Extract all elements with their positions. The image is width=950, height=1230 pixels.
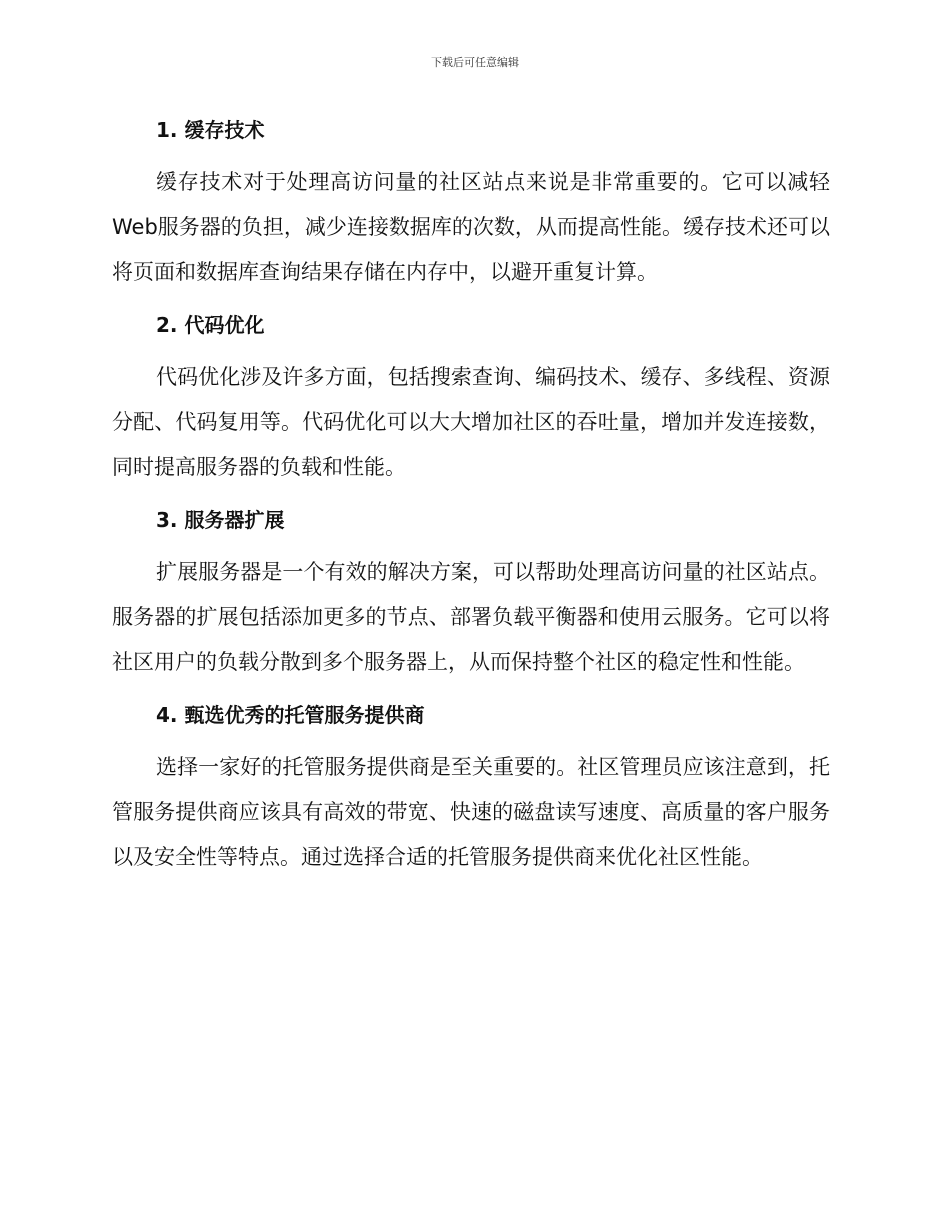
section-title: 4. 甄选优秀的托管服务提供商 bbox=[156, 703, 425, 727]
section-title: 2. 代码优化 bbox=[156, 313, 265, 337]
page-header-note: 下载后可任意编辑 bbox=[431, 56, 519, 69]
section-title: 1. 缓存技术 bbox=[156, 118, 265, 142]
section-hosting-provider bbox=[112, 699, 830, 880]
section-paragraph: 缓存技术对于处理高访问量的社区站点来说是非常重要的。它可以减轻Web服务器的负担，减少连接数据库的次数，从而提高性能。缓存技术还可以将页面和数据库查询结果存储在内存中，以避开重复计算。 bbox=[112, 170, 830, 284]
section-caching bbox=[112, 114, 830, 295]
section-paragraph: 扩展服务器是一个有效的解决方案，可以帮助处理高访问量的社区站点。服务器的扩展包括添加更多的节点、部署负载平衡器和使用云服务。它可以将社区用户的负载分散到多个服务器上，从而保持整个社区的稳定性和性能。 bbox=[112, 560, 830, 674]
section-server-scaling bbox=[112, 504, 830, 685]
section-paragraph: 代码优化涉及许多方面，包括搜索查询、编码技术、缓存、多线程、资源分配、代码复用等。代码优化可以大大增加社区的吞吐量，增加并发连接数，同时提高服务器的负载和性能。 bbox=[112, 365, 830, 479]
section-code-optimization bbox=[112, 309, 830, 490]
section-paragraph: 选择一家好的托管服务提供商是至关重要的。社区管理员应该注意到，托管服务提供商应该具有高效的带宽、快速的磁盘读写速度、高质量的客户服务以及安全性等特点。通过选择合适的托管服务提供商来优化社区性能。 bbox=[112, 755, 830, 869]
document-body bbox=[112, 114, 830, 894]
section-title: 3. 服务器扩展 bbox=[156, 508, 285, 532]
